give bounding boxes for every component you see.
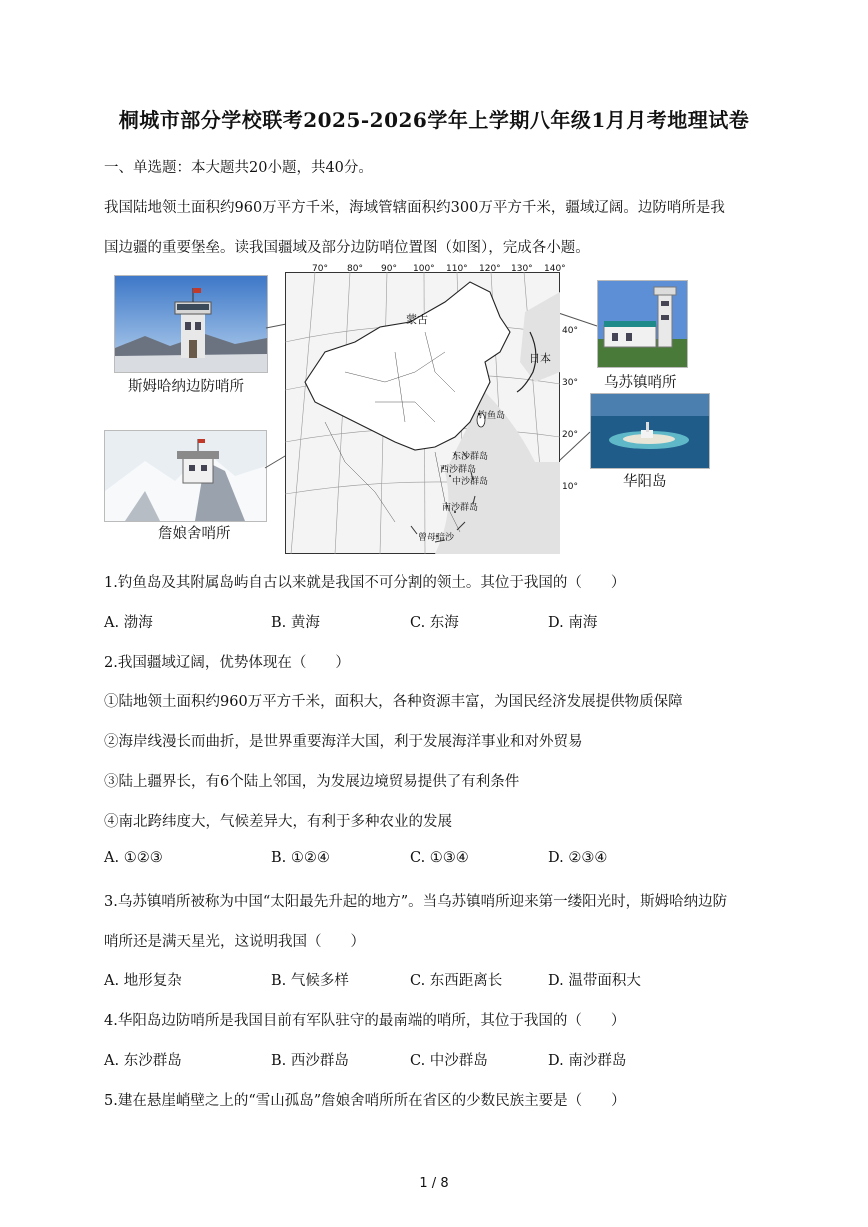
question-3-stem-cont: 哨所还是满天星光，这说明我国（ ） — [104, 934, 365, 950]
q2-statement-3: ③陆上疆界长，有6个陆上邻国，为发展边境贸易提供了有利条件 — [104, 774, 520, 790]
section-heading: 一、单选题：本大题共20小题，共40分。 — [104, 160, 373, 176]
tick-130: 130° — [511, 264, 533, 274]
tick-90: 90° — [381, 264, 397, 274]
q2-statement-1: ①陆地领土面积约960万平方千米，面积大，各种资源丰富，为国民经济发展提供物质保障 — [104, 694, 683, 710]
tick-70: 70° — [312, 264, 328, 274]
q4-option-b: B. 西沙群岛 — [271, 1053, 349, 1069]
question-2-stem: 2.我国疆域辽阔，优势体现在（ ） — [104, 655, 350, 671]
tick-120: 120° — [479, 264, 501, 274]
question-4-stem: 4.华阳岛边防哨所是我国目前有军队驻守的最南端的哨所，其位于我国的（ ） — [104, 1013, 626, 1029]
q2-statement-4: ④南北跨纬度大，气候差异大，有利于多种农业的发展 — [104, 814, 452, 830]
intro-line-2: 国边疆的重要堡垒。读我国疆域及部分边防哨位置图（如图），完成各小题。 — [104, 240, 590, 256]
page-number: 1 / 8 — [419, 1176, 449, 1191]
tick-10n: 10° — [562, 482, 578, 492]
q1-option-c: C. 东海 — [410, 615, 459, 631]
map-label-japan: 日本 — [529, 352, 551, 365]
question-5-stem: 5.建在悬崖峭壁之上的“雪山孤岛”詹娘舍哨所所在省区的少数民族主要是（ ） — [104, 1093, 626, 1109]
q4-option-c: C. 中沙群岛 — [410, 1053, 488, 1069]
q2-statement-2: ②海岸线漫长而曲折，是世界重要海洋大国，利于发展海洋事业和对外贸易 — [104, 734, 583, 750]
q2-option-c: C. ①③④ — [410, 850, 469, 866]
map-label-nansha: 南沙群岛 — [442, 503, 479, 513]
map-label-xisha: 西沙群岛 — [440, 465, 477, 475]
tick-30n: 30° — [562, 378, 578, 388]
q2-option-a: A. ①②③ — [104, 850, 163, 866]
q2-option-b: B. ①②④ — [271, 850, 330, 866]
q3-option-c: C. 东西距离长 — [410, 973, 503, 989]
tick-80: 80° — [347, 264, 363, 274]
tick-140: 140° — [544, 264, 566, 274]
q2-option-d: D. ②③④ — [548, 850, 608, 866]
tick-100: 100° — [413, 264, 435, 274]
map-label-dongsha: 东沙群岛 — [452, 452, 489, 462]
exam-title: 桐城市部分学校联考2025-2026学年上学期八年级1月月考地理试卷 — [118, 108, 750, 132]
intro-line-1: 我国陆地领土面积约960万平方千米，海域管辖面积约300万平方千米，疆域辽阔。边防哨所是我 — [104, 200, 725, 216]
q1-option-d: D. 南海 — [548, 615, 598, 631]
tick-110: 110° — [446, 264, 468, 274]
caption-zhanniangshe: 詹娘舍哨所 — [158, 526, 231, 542]
map-label-zhongsha: 中沙群岛 — [452, 477, 489, 487]
map-label-zengmu: 曾母暗沙 — [418, 533, 455, 543]
q3-option-b: B. 气候多样 — [271, 973, 349, 989]
question-1-stem: 1.钓鱼岛及其附属岛屿自古以来就是我国不可分割的领土。其位于我国的（ ） — [104, 575, 626, 591]
tick-20n: 20° — [562, 430, 578, 440]
question-3-stem: 3.乌苏镇哨所被称为中国“太阳最先升起的地方”。当乌苏镇哨所迎来第一缕阳光时，斯姆哈纳边防 — [104, 894, 728, 910]
q4-option-a: A. 东沙群岛 — [104, 1053, 182, 1069]
q3-option-d: D. 温带面积大 — [548, 973, 641, 989]
q3-option-a: A. 地形复杂 — [104, 973, 182, 989]
caption-simuhana: 斯姆哈纳边防哨所 — [128, 379, 244, 395]
q1-option-a: A. 渤海 — [104, 615, 153, 631]
tick-40n: 40° — [562, 326, 578, 336]
q1-option-b: B. 黄海 — [271, 615, 320, 631]
map-label-diaoyu: 钓鱼岛 — [478, 411, 506, 421]
map-label-mongolia: 蒙古 — [406, 313, 428, 326]
q4-option-d: D. 南沙群岛 — [548, 1053, 627, 1069]
caption-huayang: 华阳岛 — [623, 474, 667, 490]
caption-wusuzhen: 乌苏镇哨所 — [604, 375, 677, 391]
